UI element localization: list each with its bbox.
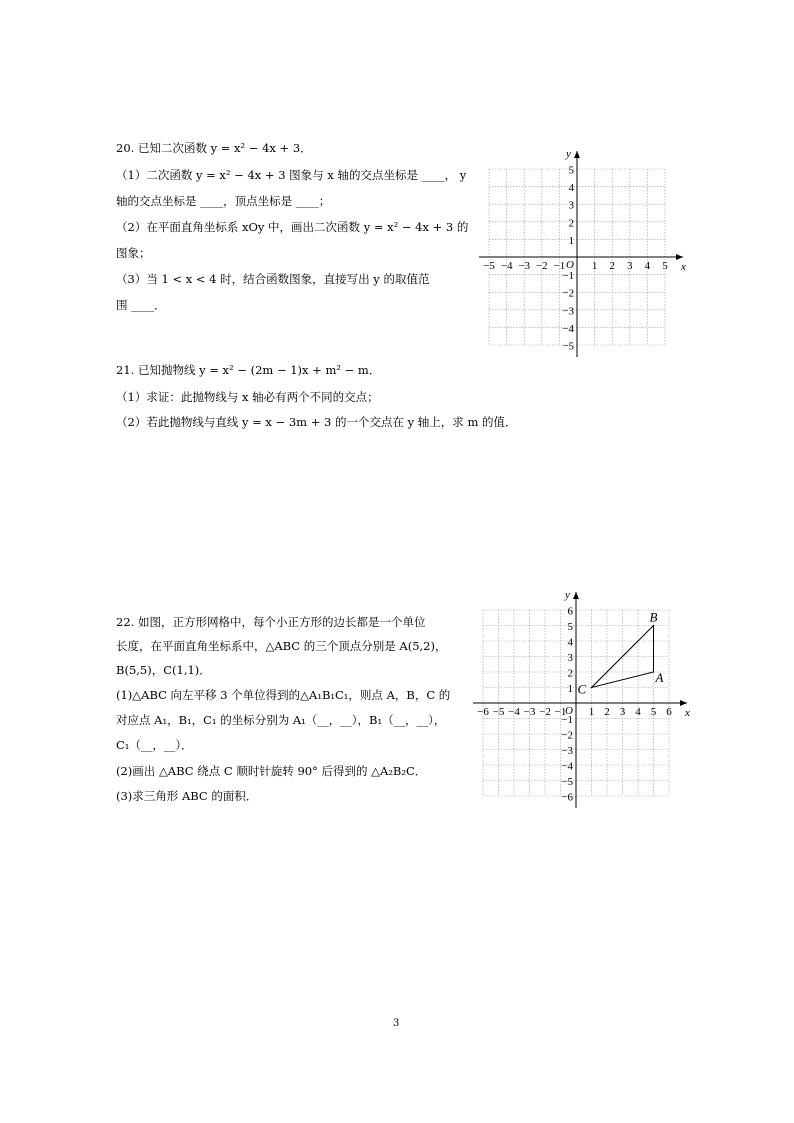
q20-part2-line1: （2）在平面直角坐标系 xOy 中，画出二次函数 y = x² − 4x + 3 的 xyxy=(116,220,469,234)
y-tick-label: 1 xyxy=(567,683,573,695)
q20-part3-line2: 围 ____． xyxy=(116,298,166,312)
y-tick-label: −4 xyxy=(562,322,574,335)
x-tick-label: −3 xyxy=(518,260,531,272)
x-tick-label: −4 xyxy=(500,260,513,272)
y-tick-label: −3 xyxy=(561,745,573,757)
y-tick-label: 3 xyxy=(568,199,574,212)
q22-line4: (1)△ABC 向左平移 3 个单位得到的△A₁B₁C₁，则点 A，B，C 的 xyxy=(116,688,451,702)
x-axis-label: x xyxy=(681,261,686,273)
y-tick-label: 5 xyxy=(568,164,574,177)
vertex-label-c: C xyxy=(577,681,587,697)
x-tick-label: −6 xyxy=(477,706,489,718)
x-tick-label: 2 xyxy=(609,260,615,272)
page-number: 3 xyxy=(393,1018,400,1029)
y-tick-label: 6 xyxy=(567,605,573,618)
q20-title: 20. 已知二次函数 y = x² − 4x + 3． xyxy=(116,141,312,155)
x-tick-label: −4 xyxy=(508,706,520,718)
y-axis-label: y xyxy=(565,589,570,601)
q21-part1: （1）求证：此抛物线与 x 轴必有两个不同的交点； xyxy=(116,390,379,404)
vertex-label-a: A xyxy=(655,670,664,685)
x-tick-label: 1 xyxy=(591,260,598,272)
vertex-label-b: B xyxy=(649,609,658,625)
x-tick-label: −5 xyxy=(483,260,495,272)
x-tick-label: −1 xyxy=(554,706,567,718)
y-tick-label: 2 xyxy=(568,217,574,230)
x-tick-label: 3 xyxy=(627,260,633,272)
y-tick-label: −3 xyxy=(562,305,574,318)
y-tick-label: 4 xyxy=(567,636,573,649)
y-tick-label: −1 xyxy=(561,714,573,726)
y-tick-label: −2 xyxy=(562,287,574,300)
x-tick-label: −5 xyxy=(492,706,505,718)
x-tick-label: 5 xyxy=(662,260,668,272)
q20-part1-line2: 轴的交点坐标是 ____，顶点坐标是 ____； xyxy=(116,194,331,208)
x-axis-label: x xyxy=(685,707,690,719)
q21-part2: （2）若此抛物线与直线 y = x − 3m + 3 的一个交点在 y 轴上，求 m 的值． xyxy=(116,415,517,429)
x-axis-arrow xyxy=(676,254,683,260)
x-tick-label: 6 xyxy=(666,706,672,718)
q22-line5: 对应点 A₁，B₁，C₁ 的坐标分别为 A₁（__，__），B₁（__，__）， xyxy=(116,713,446,727)
origin-label: O xyxy=(565,705,573,717)
q22-line1: 22. 如图，正方形网格中，每个小正方形的边长都是一个单位 xyxy=(116,615,426,629)
y-tick-label: −4 xyxy=(561,760,573,773)
q22-line3: B(5,5)，C(1,1)． xyxy=(116,663,211,677)
y-tick-label: 4 xyxy=(568,182,574,195)
q21-title: 21. 已知抛物线 y = x² − (2m − 1)x + m² − m． xyxy=(116,363,381,377)
q20-part1-line1: （1）二次函数 y = x² − 4x + 3 图象与 x 轴的交点坐标是 ____， y xyxy=(116,168,467,182)
q22-line6: C₁（__，__）． xyxy=(116,738,193,752)
y-axis-label: y xyxy=(566,148,571,160)
y-tick-label: −1 xyxy=(562,270,574,283)
q22-line2: 长度，在平面直角坐标系中，△ABC 的三个顶点分别是 A(5,2)， xyxy=(116,639,447,653)
y-tick-label: 2 xyxy=(567,667,573,680)
x-tick-label: −3 xyxy=(523,706,536,718)
x-tick-label: 4 xyxy=(635,706,641,718)
y-tick-label: −6 xyxy=(561,791,573,804)
y-tick-label: 5 xyxy=(567,621,573,633)
x-tick-label: 2 xyxy=(604,706,610,718)
y-axis-arrow xyxy=(574,151,580,158)
y-tick-label: 1 xyxy=(568,234,574,247)
y-tick-label: −5 xyxy=(561,776,573,788)
coordinate-grid-q20 xyxy=(465,140,690,365)
x-tick-label: −1 xyxy=(553,260,566,272)
q20-part2-line2: 图象； xyxy=(116,246,151,260)
x-tick-label: 5 xyxy=(650,706,657,718)
x-tick-label: −2 xyxy=(539,706,551,718)
q22-line7: (2)画出 △ABC 绕点 C 顺时针旋转 90° 后得到的 △A₂B₂C． xyxy=(116,764,427,778)
coordinate-grid-q22 xyxy=(458,574,698,814)
y-tick-label: 3 xyxy=(567,652,573,664)
x-tick-label: 1 xyxy=(588,706,595,718)
x-tick-label: 3 xyxy=(619,706,626,718)
origin-label: O xyxy=(566,259,574,271)
x-axis-arrow xyxy=(680,700,687,706)
x-tick-label: −2 xyxy=(535,260,548,272)
y-tick-label: −2 xyxy=(561,729,573,742)
x-tick-label: 4 xyxy=(644,260,651,272)
y-axis-arrow xyxy=(573,592,579,599)
y-tick-label: −5 xyxy=(562,340,574,353)
q20-part3-line1: （3）当 1 < x < 4 时，结合函数图象，直接写出 y 的取值范 xyxy=(116,272,430,286)
q22-line8: (3)求三角形 ABC 的面积． xyxy=(116,789,258,803)
